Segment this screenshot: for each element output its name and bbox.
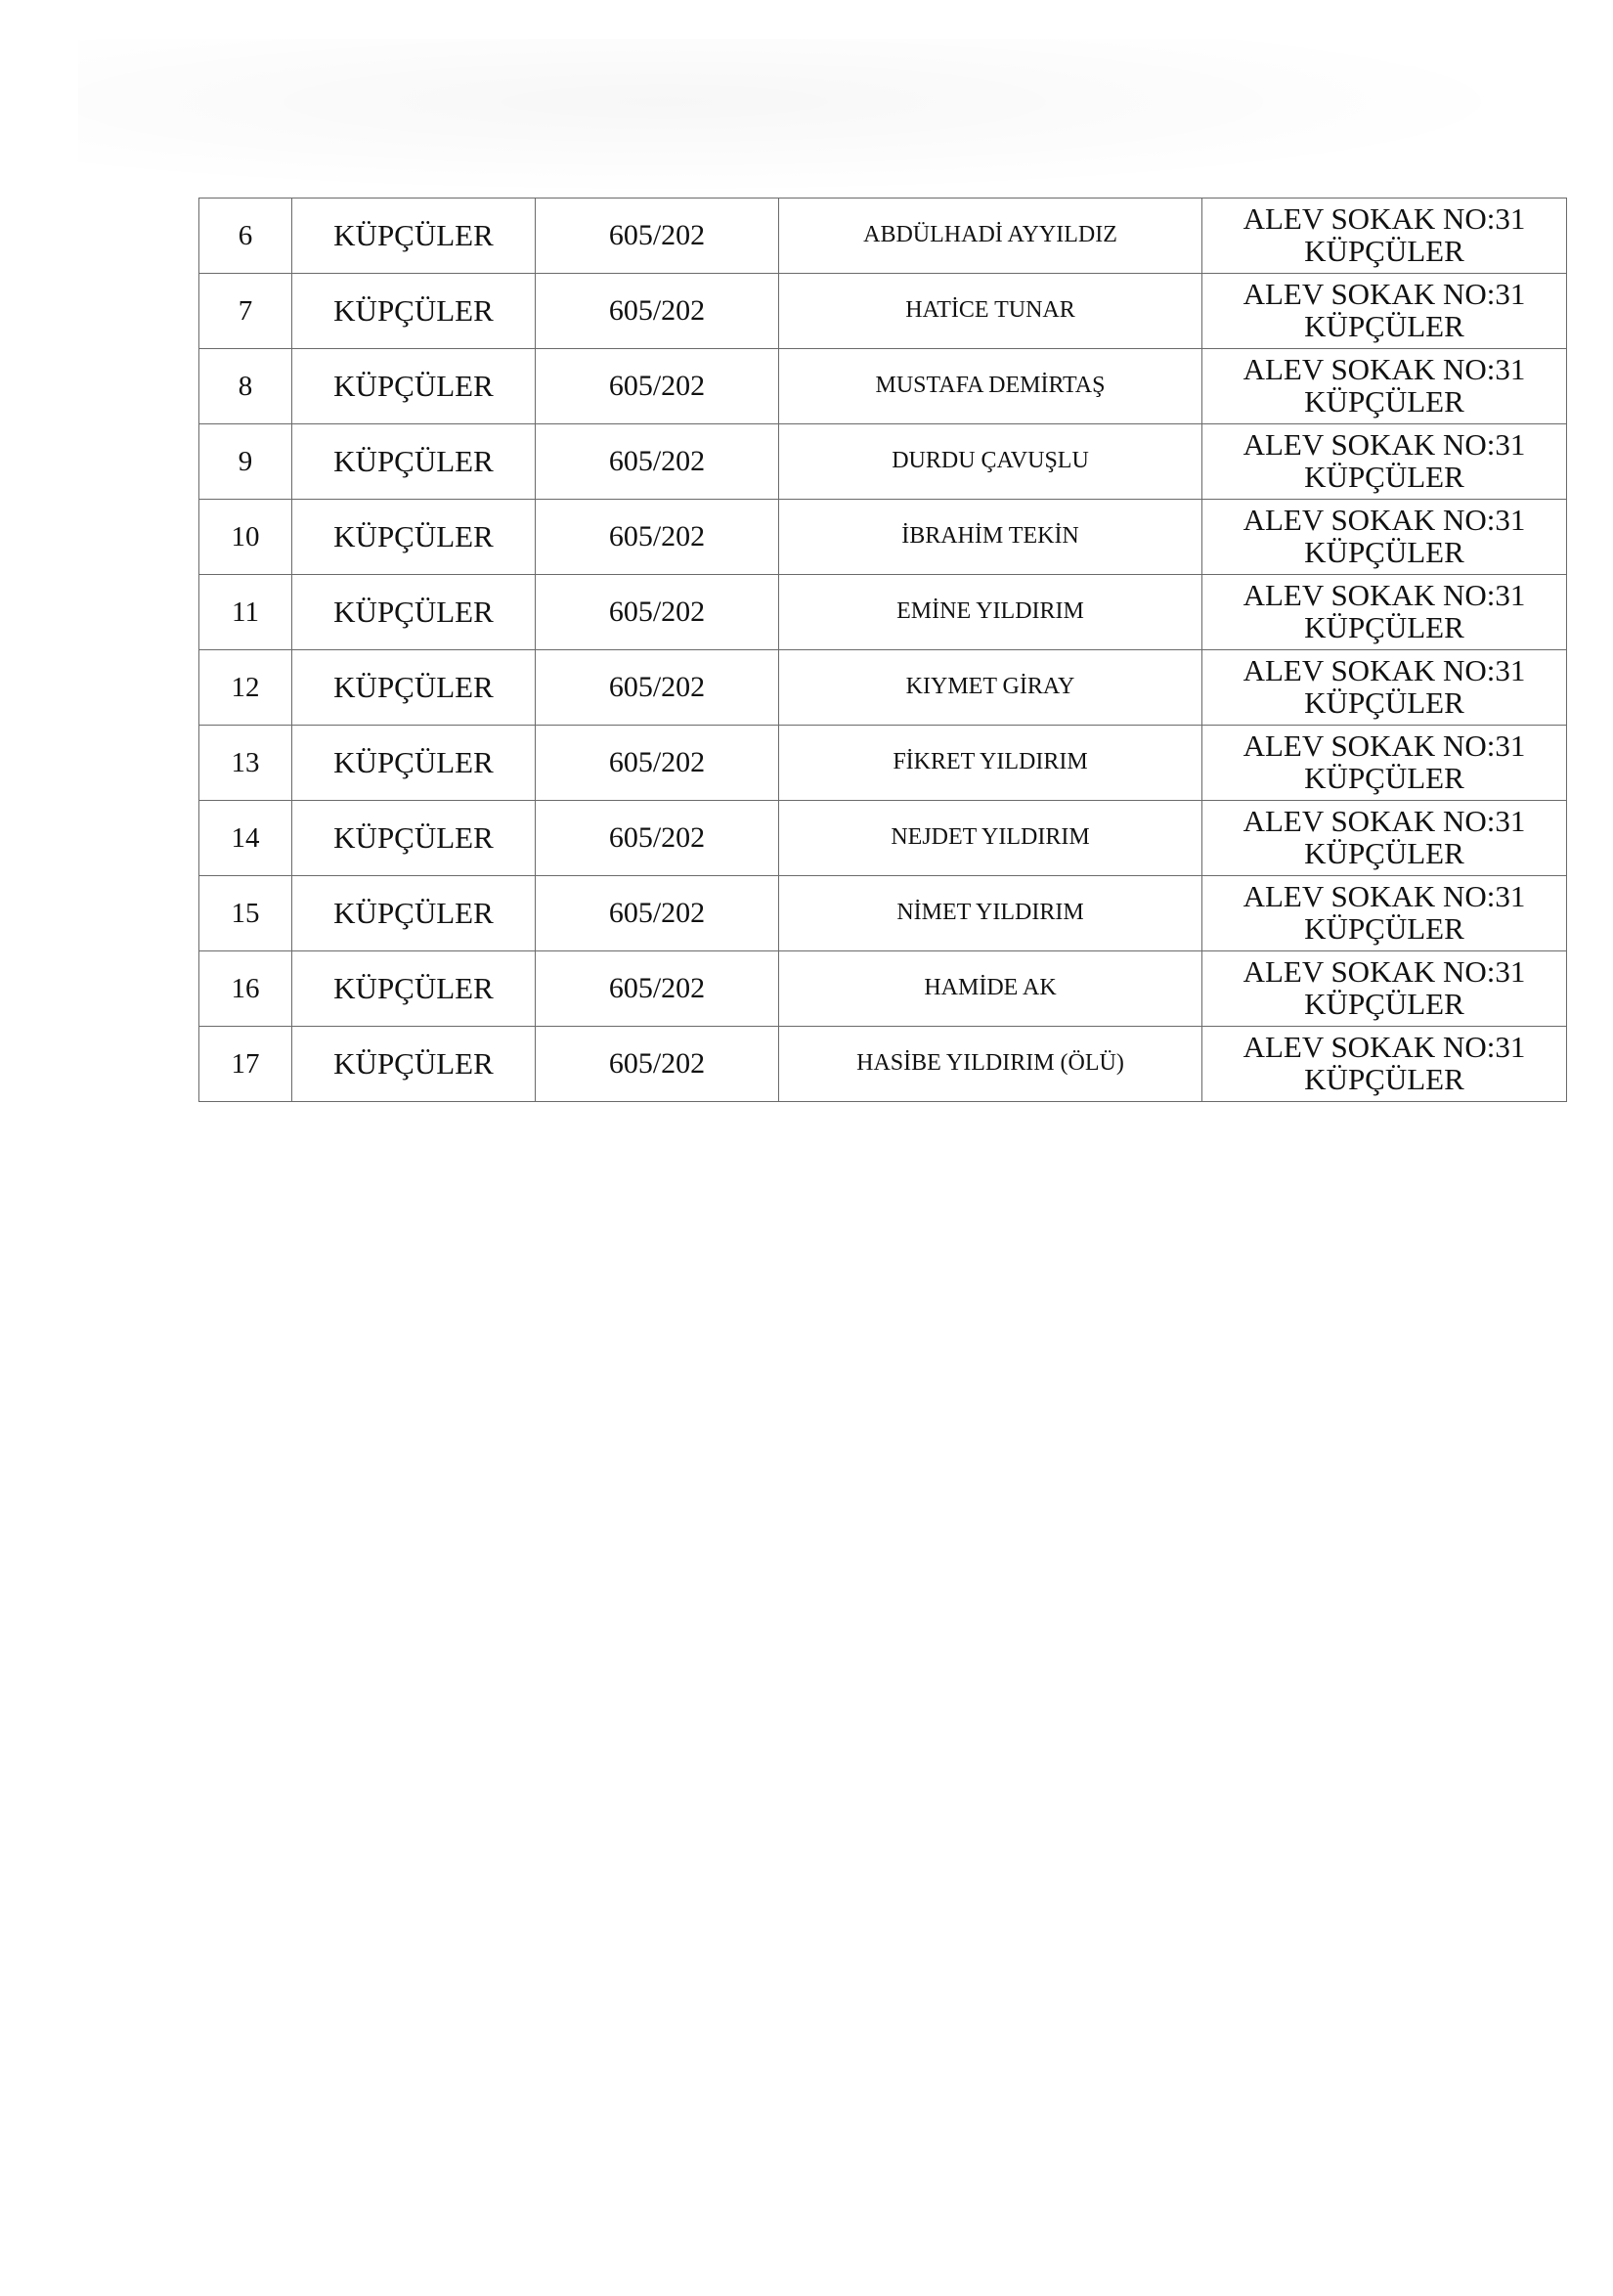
owner-name-cell: İBRAHİM TEKİN <box>779 500 1202 575</box>
row-number-cell: 8 <box>199 349 292 424</box>
row-number-cell: 13 <box>199 726 292 801</box>
row-number-cell: 11 <box>199 575 292 650</box>
address-street: ALEV SOKAK NO:31 <box>1242 729 1526 764</box>
address-cell <box>1202 726 1567 801</box>
address-quarter: KÜPÇÜLER <box>1304 1062 1464 1096</box>
owner-name-cell: MUSTAFA DEMİRTAŞ <box>779 349 1202 424</box>
address-street: ALEV SOKAK NO:31 <box>1242 352 1526 387</box>
address-quarter: KÜPÇÜLER <box>1304 610 1464 644</box>
table-row <box>199 876 1567 951</box>
quarter-cell: KÜPÇÜLER <box>292 349 536 424</box>
row-number-cell: 7 <box>199 274 292 349</box>
address-cell <box>1202 424 1567 500</box>
parcel-cell: 605/202 <box>536 951 779 1027</box>
quarter-cell: KÜPÇÜLER <box>292 801 536 876</box>
parcel-cell: 605/202 <box>536 801 779 876</box>
address-cell <box>1202 500 1567 575</box>
address-cell <box>1202 575 1567 650</box>
address-cell <box>1202 951 1567 1027</box>
owner-name-cell: DURDU ÇAVUŞLU <box>779 424 1202 500</box>
parcel-cell: 605/202 <box>536 500 779 575</box>
row-number-cell: 6 <box>199 199 292 274</box>
quarter-cell: KÜPÇÜLER <box>292 650 536 726</box>
address-quarter: KÜPÇÜLER <box>1304 384 1464 419</box>
address-cell <box>1202 199 1567 274</box>
address-street: ALEV SOKAK NO:31 <box>1242 277 1526 312</box>
address-street: ALEV SOKAK NO:31 <box>1242 653 1526 688</box>
row-number-cell: 14 <box>199 801 292 876</box>
address-cell <box>1202 650 1567 726</box>
address-cell <box>1202 274 1567 349</box>
row-number-cell: 9 <box>199 424 292 500</box>
owners-table <box>198 198 1567 1102</box>
owner-name-cell: FİKRET YILDIRIM <box>779 726 1202 801</box>
address-quarter: KÜPÇÜLER <box>1304 685 1464 720</box>
quarter-cell: KÜPÇÜLER <box>292 575 536 650</box>
row-number-cell: 12 <box>199 650 292 726</box>
owner-name-cell: HASİBE YILDIRIM (ÖLÜ) <box>779 1027 1202 1102</box>
quarter-cell: KÜPÇÜLER <box>292 726 536 801</box>
parcel-cell: 605/202 <box>536 349 779 424</box>
table-row <box>199 650 1567 726</box>
address-quarter: KÜPÇÜLER <box>1304 309 1464 343</box>
owners-table-body <box>199 199 1567 1102</box>
address-street: ALEV SOKAK NO:31 <box>1242 804 1526 839</box>
row-number-cell: 10 <box>199 500 292 575</box>
table-row <box>199 575 1567 650</box>
row-number-cell: 17 <box>199 1027 292 1102</box>
owner-name-cell: NİMET YILDIRIM <box>779 876 1202 951</box>
address-street: ALEV SOKAK NO:31 <box>1242 1030 1526 1065</box>
scan-shading <box>78 39 1545 196</box>
address-street: ALEV SOKAK NO:31 <box>1242 879 1526 914</box>
parcel-cell: 605/202 <box>536 424 779 500</box>
quarter-cell: KÜPÇÜLER <box>292 424 536 500</box>
address-street: ALEV SOKAK NO:31 <box>1242 578 1526 613</box>
table-row <box>199 1027 1567 1102</box>
parcel-cell: 605/202 <box>536 199 779 274</box>
parcel-cell: 605/202 <box>536 726 779 801</box>
address-quarter: KÜPÇÜLER <box>1304 761 1464 795</box>
address-street: ALEV SOKAK NO:31 <box>1242 201 1526 237</box>
table-row <box>199 349 1567 424</box>
owner-name-cell: HATİCE TUNAR <box>779 274 1202 349</box>
parcel-cell: 605/202 <box>536 650 779 726</box>
owner-name-cell: HAMİDE AK <box>779 951 1202 1027</box>
owner-name-cell: KIYMET GİRAY <box>779 650 1202 726</box>
address-street: ALEV SOKAK NO:31 <box>1242 427 1526 463</box>
address-street: ALEV SOKAK NO:31 <box>1242 954 1526 990</box>
address-street: ALEV SOKAK NO:31 <box>1242 503 1526 538</box>
owner-name-cell: ABDÜLHADİ AYYILDIZ <box>779 199 1202 274</box>
address-cell <box>1202 1027 1567 1102</box>
address-cell <box>1202 801 1567 876</box>
parcel-cell: 605/202 <box>536 1027 779 1102</box>
quarter-cell: KÜPÇÜLER <box>292 876 536 951</box>
table-row <box>199 726 1567 801</box>
address-quarter: KÜPÇÜLER <box>1304 234 1464 268</box>
quarter-cell: KÜPÇÜLER <box>292 274 536 349</box>
address-quarter: KÜPÇÜLER <box>1304 836 1464 870</box>
address-cell <box>1202 349 1567 424</box>
table-row <box>199 801 1567 876</box>
address-quarter: KÜPÇÜLER <box>1304 535 1464 569</box>
address-quarter: KÜPÇÜLER <box>1304 460 1464 494</box>
row-number-cell: 16 <box>199 951 292 1027</box>
table-row <box>199 951 1567 1027</box>
quarter-cell: KÜPÇÜLER <box>292 199 536 274</box>
table-row <box>199 199 1567 274</box>
quarter-cell: KÜPÇÜLER <box>292 1027 536 1102</box>
table-row <box>199 500 1567 575</box>
parcel-cell: 605/202 <box>536 274 779 349</box>
table-row <box>199 274 1567 349</box>
row-number-cell: 15 <box>199 876 292 951</box>
table-row <box>199 424 1567 500</box>
owner-name-cell: EMİNE YILDIRIM <box>779 575 1202 650</box>
owner-name-cell: NEJDET YILDIRIM <box>779 801 1202 876</box>
address-quarter: KÜPÇÜLER <box>1304 911 1464 946</box>
parcel-cell: 605/202 <box>536 876 779 951</box>
quarter-cell: KÜPÇÜLER <box>292 500 536 575</box>
address-quarter: KÜPÇÜLER <box>1304 987 1464 1021</box>
quarter-cell: KÜPÇÜLER <box>292 951 536 1027</box>
address-cell <box>1202 876 1567 951</box>
parcel-cell: 605/202 <box>536 575 779 650</box>
